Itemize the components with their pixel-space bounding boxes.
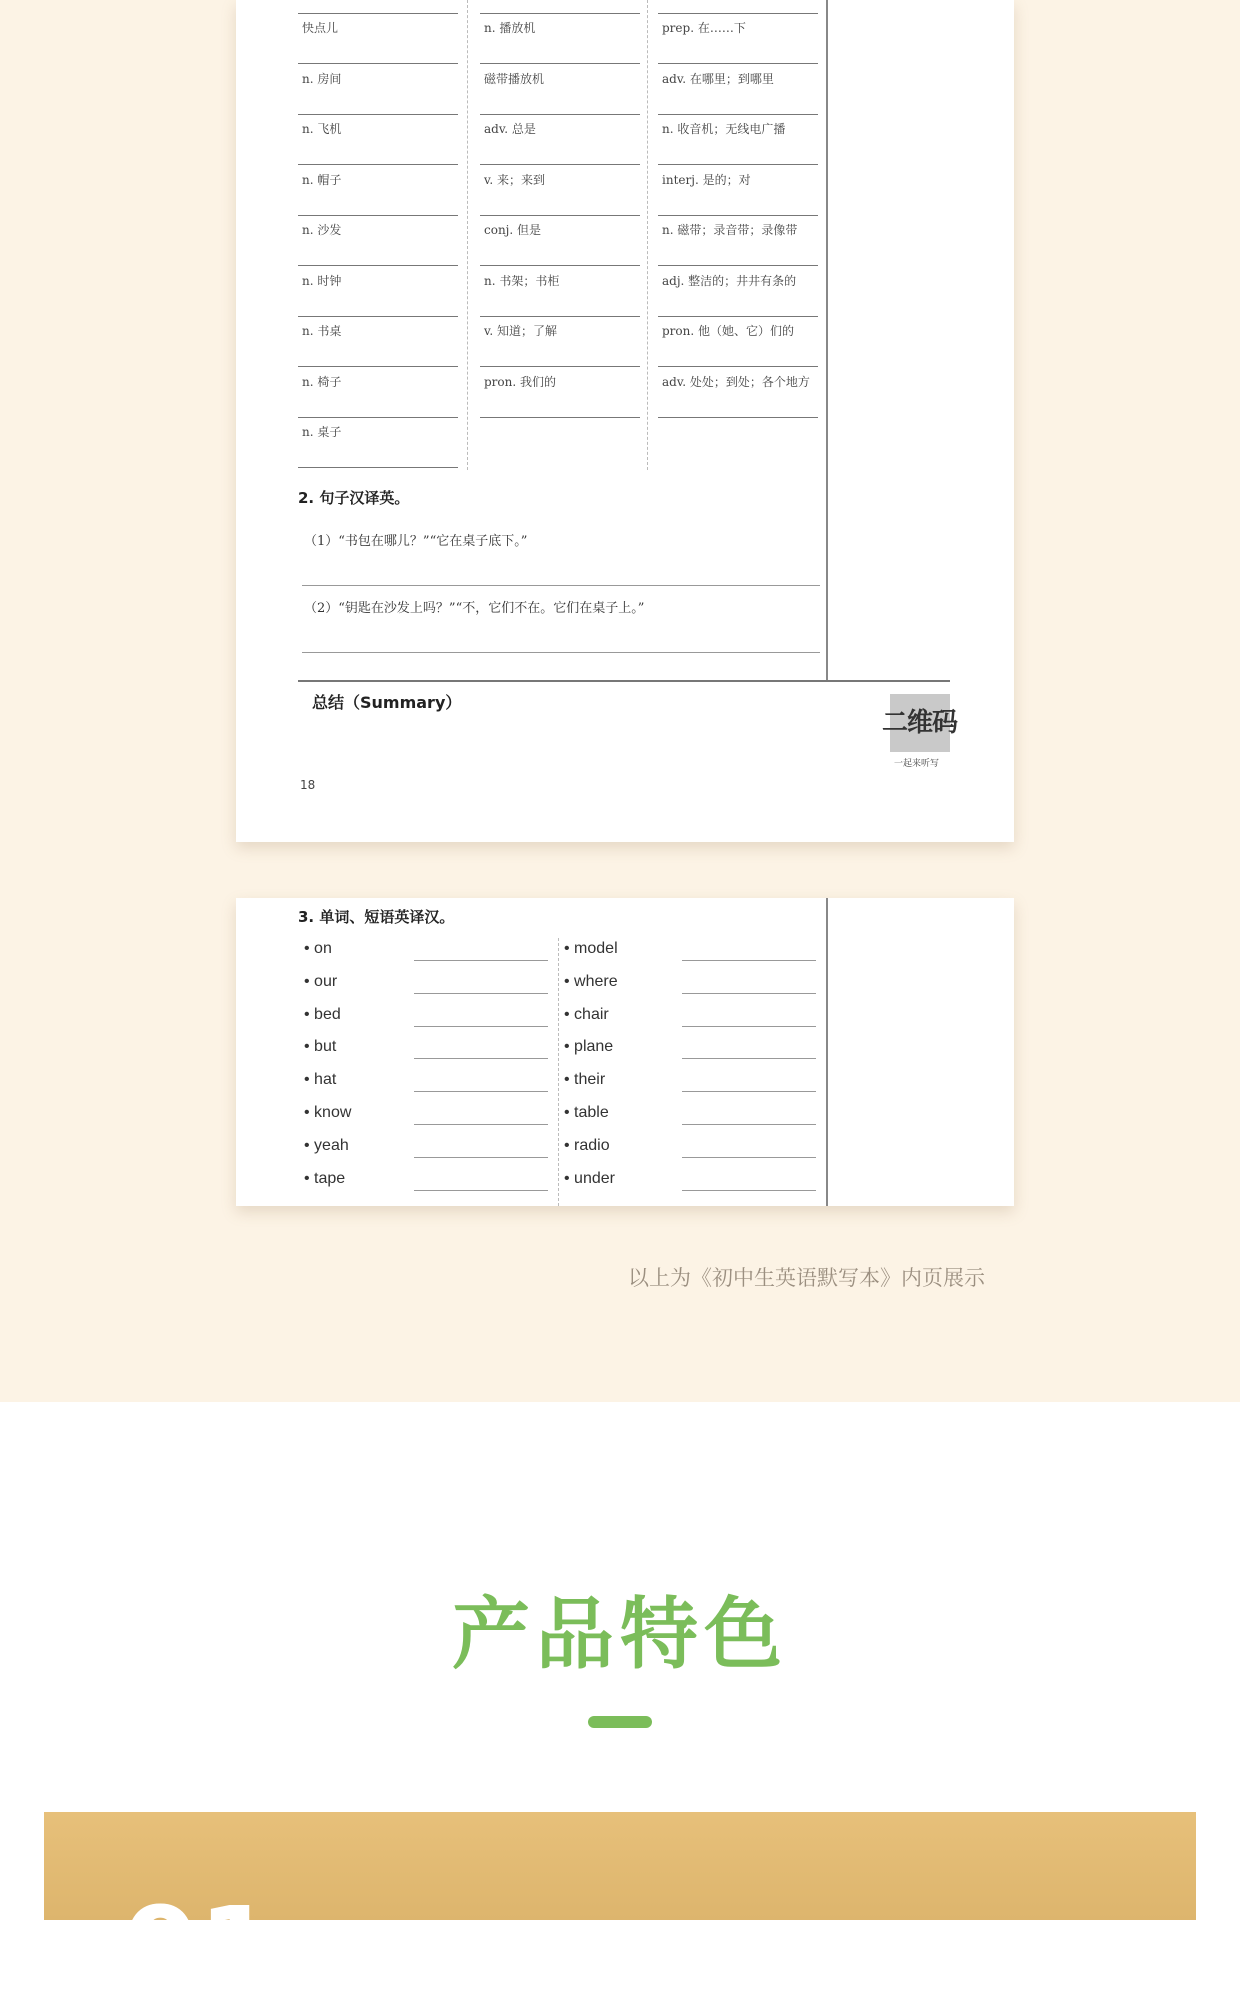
vocab-answer-line[interactable] — [298, 164, 458, 165]
vocab-answer-line[interactable] — [298, 417, 458, 418]
vocab-answer-line[interactable] — [658, 215, 818, 216]
workbook-page-18 — [236, 0, 1014, 842]
vocab-answer-line[interactable] — [298, 13, 458, 14]
word-item: • chair — [564, 1005, 609, 1023]
vocab-cell: n. 飞机 — [302, 122, 342, 136]
vocab-answer-line[interactable] — [658, 63, 818, 64]
vocab-answer-line[interactable] — [658, 13, 818, 14]
vocab-answer-line[interactable] — [480, 316, 640, 317]
word-answer-line[interactable] — [414, 1058, 548, 1059]
vocab-cell: v. 来；来到 — [484, 172, 545, 187]
section3-title: 3. 单词、短语英译汉。 — [298, 908, 455, 926]
vocab-answer-line[interactable] — [298, 215, 458, 216]
vocab-cell: adv. 总是 — [484, 122, 536, 136]
vocab-cell: n. 时钟 — [302, 273, 342, 288]
page-margin-rule — [826, 898, 828, 1206]
vocab-answer-line[interactable] — [298, 316, 458, 317]
column-divider — [647, 0, 648, 470]
vocab-cell: n. 收音机；无线电广播 — [662, 122, 786, 136]
vocab-cell: n. 房间 — [302, 71, 342, 86]
vocab-cell: interj. 是的；对 — [662, 172, 751, 187]
vocab-cell: adj. 整洁的；井井有条的 — [662, 273, 797, 288]
heading-underline — [588, 1716, 652, 1728]
word-item: • where — [564, 972, 618, 990]
word-item: • bed — [304, 1005, 341, 1023]
column-divider — [467, 0, 468, 470]
vocab-answer-line[interactable] — [298, 63, 458, 64]
vocab-answer-line[interactable] — [480, 164, 640, 165]
summary-rule — [298, 680, 950, 682]
word-item: • under — [564, 1169, 615, 1187]
workbook-page-19 — [236, 898, 1014, 1206]
sentence-1: （1）“书包在哪儿？”“它在桌子底下。” — [304, 534, 528, 549]
vocab-answer-line[interactable] — [658, 114, 818, 115]
word-item: • table — [564, 1104, 609, 1121]
summary-title: 总结（Summary） — [312, 693, 462, 712]
word-item: • their — [564, 1071, 606, 1089]
vocab-answer-line[interactable] — [658, 417, 818, 418]
vocab-answer-line[interactable] — [480, 63, 640, 64]
word-item: • model — [564, 940, 618, 957]
section2-title: 2. 句子汉译英。 — [298, 489, 410, 507]
vocab-cell: n. 书桌 — [302, 324, 342, 338]
vocab-cell: n. 沙发 — [302, 223, 342, 237]
vocab-cell: n. 桌子 — [302, 425, 342, 439]
vocab-answer-line[interactable] — [480, 114, 640, 115]
word-answer-line[interactable] — [682, 1124, 816, 1125]
vocab-cell: pron. 他（她、它）们的 — [662, 324, 795, 338]
word-item: • yeah — [304, 1136, 349, 1154]
word-answer-line[interactable] — [414, 960, 548, 961]
vocab-answer-line[interactable] — [298, 114, 458, 115]
word-answer-line[interactable] — [414, 1190, 548, 1191]
vocab-cell: v. 知道；了解 — [484, 324, 557, 338]
features-heading: 产品特色 — [451, 1590, 788, 1680]
vocab-cell: 磁带播放机 — [484, 71, 545, 86]
word-item: • plane — [564, 1038, 614, 1056]
preview-caption: 以上为《初中生英语默写本》内页展示 — [628, 1266, 985, 1290]
qr-code-label: 二维码 — [882, 708, 958, 738]
vocab-cell: n. 磁带；录音带；录像带 — [662, 223, 798, 237]
word-answer-line[interactable] — [414, 1157, 548, 1158]
vocab-answer-line[interactable] — [480, 215, 640, 216]
vocab-cell: prep. 在……下 — [662, 21, 746, 35]
vocab-answer-line[interactable] — [298, 265, 458, 266]
column-divider — [558, 938, 559, 1206]
vocab-cell: n. 椅子 — [302, 374, 342, 389]
word-answer-line[interactable] — [682, 1026, 816, 1027]
vocab-answer-line[interactable] — [298, 467, 458, 468]
word-answer-line[interactable] — [414, 1124, 548, 1125]
vocab-cell: adv. 在哪里；到哪里 — [662, 71, 774, 86]
vocab-answer-line[interactable] — [480, 13, 640, 14]
vocab-answer-line[interactable] — [298, 366, 458, 367]
vocab-answer-line[interactable] — [658, 366, 818, 367]
answer-line-1[interactable] — [302, 585, 820, 586]
word-item: • on — [304, 940, 332, 957]
page-number: 18 — [300, 778, 316, 792]
vocab-answer-line[interactable] — [658, 265, 818, 266]
vocab-cell: n. 书架；书柜 — [484, 273, 560, 288]
word-item: • know — [304, 1104, 352, 1121]
vocab-cell: pron. 我们的 — [484, 374, 557, 389]
word-item: • hat — [304, 1071, 337, 1089]
word-answer-line[interactable] — [682, 1058, 816, 1059]
word-answer-line[interactable] — [682, 960, 816, 961]
vocab-answer-line[interactable] — [658, 316, 818, 317]
word-answer-line[interactable] — [414, 1091, 548, 1092]
word-item: • our — [304, 972, 338, 990]
word-item: • tape — [304, 1169, 346, 1187]
vocab-answer-line[interactable] — [480, 417, 640, 418]
vocab-answer-line[interactable] — [658, 164, 818, 165]
word-answer-line[interactable] — [414, 993, 548, 994]
vocab-cell: conj. 但是 — [484, 223, 542, 237]
word-answer-line[interactable] — [682, 1157, 816, 1158]
word-answer-line[interactable] — [682, 993, 816, 994]
word-answer-line[interactable] — [682, 1190, 816, 1191]
vocab-cell: adv. 处处；到处；各个地方 — [662, 374, 810, 389]
word-answer-line[interactable] — [682, 1091, 816, 1092]
word-item: • radio — [564, 1136, 610, 1154]
vocab-cell: n. 帽子 — [302, 172, 342, 187]
word-item: • but — [304, 1038, 337, 1056]
page-margin-rule — [826, 0, 828, 680]
qr-code-caption: 一起来听写 — [894, 759, 940, 769]
sentence-2: （2）“钥匙在沙发上吗？”“不，它们不在。它们在桌子上。” — [304, 601, 645, 616]
vocab-answer-line[interactable] — [480, 366, 640, 367]
feature-card — [44, 1812, 1196, 2011]
vocab-cell: n. 播放机 — [484, 21, 536, 35]
feature-number: 01 — [122, 1883, 276, 2011]
vocab-answer-line[interactable] — [480, 265, 640, 266]
answer-line-2[interactable] — [302, 652, 820, 653]
word-answer-line[interactable] — [414, 1026, 548, 1027]
vocab-cell: 快点儿 — [302, 21, 339, 35]
